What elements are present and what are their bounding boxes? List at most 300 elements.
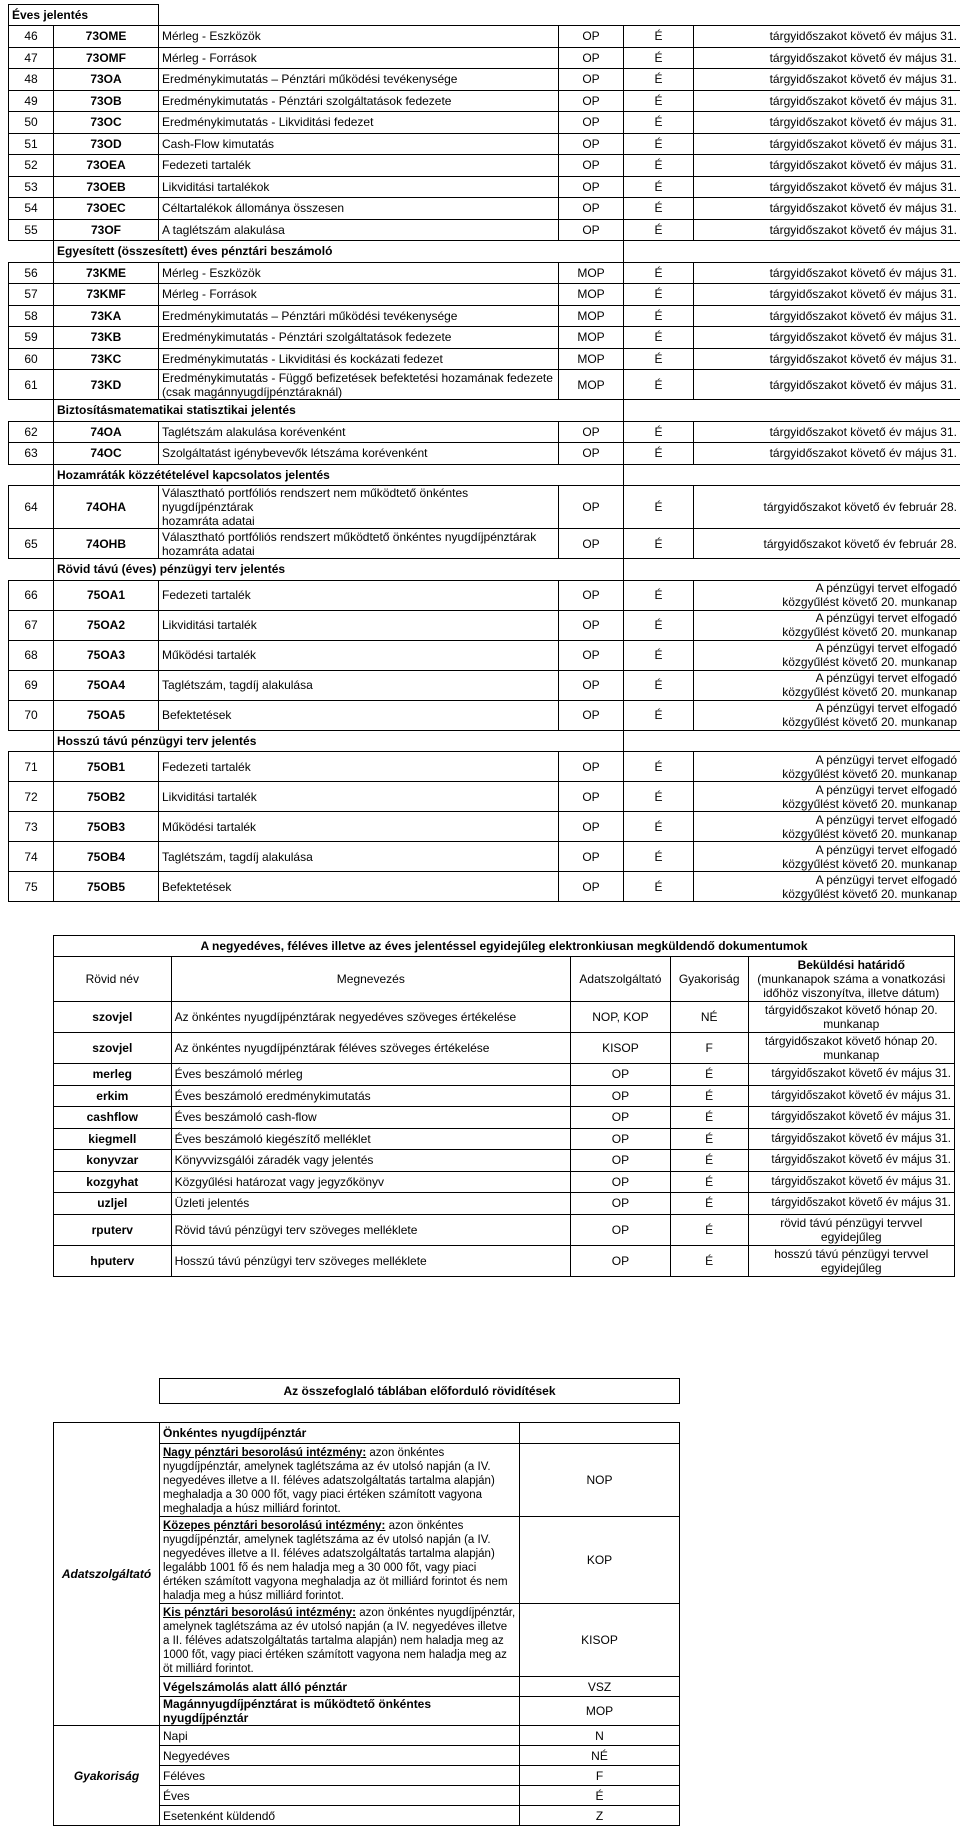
report-deadline: tárgyidőszakot követő év február 28.	[694, 486, 960, 529]
report-deadline	[694, 842, 960, 872]
report-frequency: É	[624, 443, 694, 465]
doc-deadline	[748, 1002, 954, 1033]
report-row	[9, 133, 960, 155]
report-provider: OP	[559, 782, 624, 812]
report-frequency: É	[624, 348, 694, 370]
report-frequency: É	[624, 610, 694, 640]
report-code: 75OA4	[54, 670, 159, 700]
col-deadline	[748, 957, 954, 1002]
deadline-line-1: A pénzügyi tervet elfogadó	[816, 701, 957, 715]
doc-deadline: tárgyidőszakot követő év május 31.	[748, 1107, 954, 1129]
report-frequency: É	[624, 529, 694, 559]
report-name: Céltartalékok állománya összesen	[159, 198, 559, 220]
report-code: 73OME	[54, 26, 159, 48]
report-frequency: É	[624, 155, 694, 177]
row-number: 73	[9, 812, 54, 842]
report-row	[9, 842, 960, 872]
frequency-label: Éves	[160, 1786, 520, 1806]
report-frequency: É	[624, 69, 694, 91]
report-deadline: tárgyidőszakot követő év május 31.	[694, 284, 960, 306]
row-number: 69	[9, 670, 54, 700]
abbrev-group-frequency: Gyakoriság	[54, 1726, 160, 1826]
report-code: 75OB4	[54, 842, 159, 872]
section-yield: Hozamráták közzétételével kapcsolatos jelentés	[54, 464, 624, 486]
report-provider: OP	[559, 812, 624, 842]
doc-description: Éves beszámoló eredménykimutatás	[171, 1085, 570, 1107]
row-number: 66	[9, 580, 54, 610]
section-long-term-plan: Hosszú távú pénzügyi terv jelentés	[54, 730, 624, 752]
report-code: 73KA	[54, 305, 159, 327]
report-code: 73OEA	[54, 155, 159, 177]
report-frequency: É	[624, 370, 694, 400]
report-provider: OP	[559, 219, 624, 241]
abbrev-title-row	[54, 1379, 956, 1404]
section-actuarial: Biztosításmatematikai statisztikai jelentés	[54, 400, 624, 422]
row-number: 75	[9, 872, 54, 902]
report-name-line-2: (csak magánnyugdíjpénztáraknál)	[162, 385, 342, 399]
row-number: 49	[9, 90, 54, 112]
report-name: Mérleg - Források	[159, 47, 559, 69]
doc-description: Rövid távú pénzügyi terv szöveges melléklete	[171, 1214, 570, 1245]
abbrev-head-row	[54, 1423, 956, 1444]
report-frequency: É	[624, 47, 694, 69]
doc-deadline: tárgyidőszakot követő év május 31.	[748, 1193, 954, 1215]
abbrev-large-term: Nagy pénztári besorolású intézmény:	[163, 1447, 366, 1459]
report-row	[9, 700, 960, 730]
frequency-code: NÉ	[520, 1746, 680, 1766]
report-code: 73OEC	[54, 198, 159, 220]
col-frequency: Gyakoriság	[670, 957, 748, 1002]
report-frequency: É	[624, 421, 694, 443]
report-name: Fedezeti tartalék	[159, 752, 559, 782]
report-name: Eredménykimutatás - Likviditási és kockázati fedezet	[159, 348, 559, 370]
doc-provider: NOP, KOP	[571, 1002, 671, 1033]
report-name: Eredménykimutatás – Pénztári működési tevékenysége	[159, 69, 559, 91]
abbrev-liq: Végelszámolás alatt álló pénztár	[160, 1677, 520, 1697]
documents-table	[53, 935, 955, 1277]
report-row	[9, 443, 960, 465]
row-number: 50	[9, 112, 54, 134]
row-number: 53	[9, 176, 54, 198]
col-deadline-note-2: időhöz viszonyítva, illetve dátum)	[763, 986, 939, 1000]
doc-frequency: É	[670, 1085, 748, 1107]
deadline-line-1: A pénzügyi tervet elfogadó	[816, 581, 957, 595]
report-row	[9, 305, 960, 327]
section-header-row	[9, 730, 960, 752]
col-description: Megnevezés	[171, 957, 570, 1002]
document-row	[54, 1064, 955, 1086]
report-name-line-2: hozamráta adatai	[162, 514, 255, 528]
report-provider: OP	[559, 700, 624, 730]
abbrev-small-term: Kis pénztári besorolású intézmény:	[163, 1607, 356, 1619]
deadline-line-1: A pénzügyi tervet elfogadó	[816, 873, 957, 887]
report-provider: MOP	[559, 262, 624, 284]
abbrev-small-desc	[160, 1604, 520, 1677]
report-row	[9, 176, 960, 198]
doc-provider: OP	[571, 1128, 671, 1150]
report-code: 74OHB	[54, 529, 159, 559]
report-deadline: tárgyidőszakot követő év május 31.	[694, 47, 960, 69]
col-short-name: Rövid név	[54, 957, 172, 1002]
document-row	[54, 1193, 955, 1215]
row-number: 61	[9, 370, 54, 400]
deadline-line-2: közgyűlést követő 20. munkanap	[782, 827, 957, 841]
report-name: Taglétszám, tagdíj alakulása	[159, 842, 559, 872]
document-row	[54, 1171, 955, 1193]
doc-deadline-line-1: rövid távú pénzügyi tervvel	[780, 1216, 922, 1230]
deadline-line-2: közgyűlést követő 20. munkanap	[782, 797, 957, 811]
row-number: 52	[9, 155, 54, 177]
report-deadline: tárgyidőszakot követő év május 31.	[694, 198, 960, 220]
doc-deadline: tárgyidőszakot követő év május 31.	[748, 1150, 954, 1172]
row-number: 67	[9, 610, 54, 640]
report-deadline: tárgyidőszakot követő év május 31.	[694, 327, 960, 349]
report-frequency: É	[624, 176, 694, 198]
report-deadline: tárgyidőszakot követő év május 31.	[694, 155, 960, 177]
annual-section-title: Éves jelentés	[9, 5, 159, 26]
deadline-line-2: közgyűlést követő 20. munkanap	[782, 685, 957, 699]
col-deadline-title: Beküldési határidő	[798, 958, 905, 972]
deadline-line-1: A pénzügyi tervet elfogadó	[816, 813, 957, 827]
report-deadline: tárgyidőszakot követő év május 31.	[694, 262, 960, 284]
report-provider: OP	[559, 580, 624, 610]
report-provider: OP	[559, 529, 624, 559]
report-provider: OP	[559, 26, 624, 48]
section-header-row	[9, 241, 960, 263]
report-row	[9, 580, 960, 610]
report-frequency: É	[624, 842, 694, 872]
document-row	[54, 1150, 955, 1172]
report-name: Eredménykimutatás - Pénztári szolgáltatások fedezete	[159, 327, 559, 349]
frequency-label: Negyedéves	[160, 1746, 520, 1766]
documents-title-row	[54, 936, 955, 957]
abbrev-small-row	[54, 1604, 956, 1677]
abbrev-title: Az összefoglaló táblában előforduló rövidítések	[160, 1379, 680, 1404]
annual-report-body	[9, 5, 960, 902]
doc-short-name: rputerv	[54, 1214, 172, 1245]
report-name-line-2: hozamráta adatai	[162, 544, 255, 558]
report-row	[9, 872, 960, 902]
report-code: 74OC	[54, 443, 159, 465]
doc-provider: OP	[571, 1171, 671, 1193]
report-frequency: É	[624, 580, 694, 610]
report-deadline	[694, 752, 960, 782]
report-provider: OP	[559, 670, 624, 700]
report-deadline: tárgyidőszakot követő év február 28.	[694, 529, 960, 559]
doc-deadline: tárgyidőszakot követő év május 31.	[748, 1085, 954, 1107]
documents-title: A negyedéves, féléves illetve az éves jelentéssel egyidejűleg elektronkiusan megküldendő dokumentumok	[54, 936, 955, 957]
report-frequency: É	[624, 752, 694, 782]
report-row	[9, 421, 960, 443]
section-header-row	[9, 5, 960, 26]
abbrev-frequency-body	[54, 1726, 956, 1826]
report-provider: OP	[559, 90, 624, 112]
doc-frequency: É	[670, 1214, 748, 1245]
report-name	[159, 370, 559, 400]
report-provider: OP	[559, 421, 624, 443]
report-frequency: É	[624, 486, 694, 529]
report-name-line-1: Eredménykimutatás - Függő befizetések befektetési hozamának fedezete	[162, 371, 553, 385]
report-code: 73OC	[54, 112, 159, 134]
report-code: 73OF	[54, 219, 159, 241]
deadline-line-2: közgyűlést követő 20. munkanap	[782, 887, 957, 901]
report-row	[9, 327, 960, 349]
report-provider: MOP	[559, 284, 624, 306]
report-provider: OP	[559, 443, 624, 465]
row-number: 54	[9, 198, 54, 220]
report-code: 73OA	[54, 69, 159, 91]
doc-provider: KISOP	[571, 1033, 671, 1064]
deadline-line-1: A pénzügyi tervet elfogadó	[816, 783, 957, 797]
report-provider: OP	[559, 69, 624, 91]
report-row	[9, 370, 960, 400]
doc-provider: OP	[571, 1245, 671, 1276]
report-deadline	[694, 700, 960, 730]
section-header-row	[9, 400, 960, 422]
abbrev-liq-row	[54, 1677, 956, 1697]
doc-deadline: tárgyidőszakot követő év május 31.	[748, 1128, 954, 1150]
report-row	[9, 486, 960, 529]
row-number: 65	[9, 529, 54, 559]
report-name: Mérleg - Eszközök	[159, 262, 559, 284]
report-frequency: É	[624, 112, 694, 134]
report-name: Fedezeti tartalék	[159, 580, 559, 610]
report-row	[9, 112, 960, 134]
doc-frequency: É	[670, 1128, 748, 1150]
report-code: 73OB	[54, 90, 159, 112]
deadline-line-2: közgyűlést követő 20. munkanap	[782, 655, 957, 669]
document-row	[54, 1128, 955, 1150]
abbrev-mid-desc	[160, 1517, 520, 1604]
frequency-label: Napi	[160, 1726, 520, 1746]
report-provider: OP	[559, 610, 624, 640]
doc-deadline: tárgyidőszakot követő év május 31.	[748, 1064, 954, 1086]
report-name: Befektetések	[159, 872, 559, 902]
doc-deadline-line-2: egyidejűleg	[821, 1230, 882, 1244]
report-frequency: É	[624, 670, 694, 700]
abbrev-group-provider: Adatszolgáltató	[54, 1423, 160, 1726]
report-provider: OP	[559, 842, 624, 872]
doc-deadline: tárgyidőszakot követő év május 31.	[748, 1171, 954, 1193]
report-provider: MOP	[559, 370, 624, 400]
report-deadline: tárgyidőszakot követő év május 31.	[694, 90, 960, 112]
report-code: 75OA1	[54, 580, 159, 610]
report-frequency: É	[624, 872, 694, 902]
doc-short-name: kozgyhat	[54, 1171, 172, 1193]
report-deadline: tárgyidőszakot követő év május 31.	[694, 69, 960, 91]
document-row	[54, 1085, 955, 1107]
doc-description: Könyvvizsgálói záradék vagy jelentés	[171, 1150, 570, 1172]
annual-report-table	[8, 4, 960, 902]
report-deadline: tárgyidőszakot követő év május 31.	[694, 26, 960, 48]
report-frequency: É	[624, 782, 694, 812]
doc-frequency: NÉ	[670, 1002, 748, 1033]
abbrev-large-code: NOP	[520, 1444, 680, 1517]
abbreviations-body	[54, 1379, 956, 1726]
report-frequency: É	[624, 812, 694, 842]
deadline-line-1: A pénzügyi tervet elfogadó	[816, 843, 957, 857]
report-provider: OP	[559, 155, 624, 177]
report-name: Fedezeti tartalék	[159, 155, 559, 177]
report-name: Eredménykimutatás - Pénztári szolgáltatások fedezete	[159, 90, 559, 112]
report-name: Működési tartalék	[159, 812, 559, 842]
doc-description: Az önkéntes nyugdíjpénztárak negyedéves szöveges értékelése	[171, 1002, 570, 1033]
frequency-code: F	[520, 1766, 680, 1786]
row-number: 71	[9, 752, 54, 782]
doc-provider: OP	[571, 1150, 671, 1172]
report-name-line-1: Választható portfóliós rendszert nem működtető önkéntes nyugdíjpénztárak	[162, 486, 468, 514]
abbrev-large-desc	[160, 1444, 520, 1517]
doc-short-name: konyvzar	[54, 1150, 172, 1172]
document-row	[54, 1245, 955, 1276]
report-row	[9, 219, 960, 241]
report-frequency: É	[624, 305, 694, 327]
report-name: Működési tartalék	[159, 640, 559, 670]
report-provider: OP	[559, 486, 624, 529]
report-row	[9, 47, 960, 69]
report-deadline	[694, 812, 960, 842]
doc-provider: OP	[571, 1085, 671, 1107]
report-code: 75OA5	[54, 700, 159, 730]
doc-deadline	[748, 1245, 954, 1276]
frequency-code: N	[520, 1726, 680, 1746]
doc-description: Közgyűlési határozat vagy jegyzőkönyv	[171, 1171, 570, 1193]
col-deadline-note-1: (munkanapok száma a vonatkozási	[757, 972, 945, 986]
abbrev-head: Önkéntes nyugdíjpénztár	[160, 1423, 520, 1444]
deadline-line-1: A pénzügyi tervet elfogadó	[816, 641, 957, 655]
report-row	[9, 284, 960, 306]
deadline-line-1: A pénzügyi tervet elfogadó	[816, 611, 957, 625]
frequency-label: Esetenként küldendő	[160, 1806, 520, 1826]
report-row	[9, 529, 960, 559]
report-code: 75OB5	[54, 872, 159, 902]
doc-short-name: kiegmell	[54, 1128, 172, 1150]
row-number: 48	[9, 69, 54, 91]
row-number: 74	[9, 842, 54, 872]
doc-deadline-line-2: munkanap	[823, 1017, 879, 1031]
report-name: Befektetések	[159, 700, 559, 730]
row-number: 47	[9, 47, 54, 69]
report-name-line-1: Választható portfóliós rendszert működtető önkéntes nyugdíjpénztárak	[162, 530, 536, 544]
report-row	[9, 640, 960, 670]
document-row	[54, 1002, 955, 1033]
section-header-row	[9, 559, 960, 581]
frequency-code: É	[520, 1786, 680, 1806]
report-deadline: tárgyidőszakot követő év május 31.	[694, 176, 960, 198]
report-provider: MOP	[559, 327, 624, 349]
doc-short-name: szovjel	[54, 1002, 172, 1033]
report-name: Likviditási tartalék	[159, 610, 559, 640]
report-row	[9, 752, 960, 782]
row-number: 60	[9, 348, 54, 370]
deadline-line-2: közgyűlést követő 20. munkanap	[782, 767, 957, 781]
doc-short-name: cashflow	[54, 1107, 172, 1129]
row-number: 57	[9, 284, 54, 306]
row-number: 55	[9, 219, 54, 241]
report-code: 75OB3	[54, 812, 159, 842]
deadline-line-2: közgyűlést követő 20. munkanap	[782, 595, 957, 609]
frequency-code: Z	[520, 1806, 680, 1826]
deadline-line-1: A pénzügyi tervet elfogadó	[816, 671, 957, 685]
abbrev-small-text: azon önkéntes nyugdíjpénztár, amelynek taglétszáma az év utolsó napján (a IV. negyedéves illetve a II. féléves adatszolgáltatás tartalma alapján) nem haladja meg az 1000 főt, vagy piaci értéken számított vagyona nem haladja meg az öt milliárd forintot.	[163, 1607, 515, 1675]
doc-short-name: szovjel	[54, 1033, 172, 1064]
doc-frequency: É	[670, 1107, 748, 1129]
report-name: Szolgáltatást igénybevevők létszáma korévenként	[159, 443, 559, 465]
doc-description: Éves beszámoló mérleg	[171, 1064, 570, 1086]
report-provider: MOP	[559, 305, 624, 327]
abbrev-large-text: azon önkéntes nyugdíjpénztár, amelynek taglétszáma az év utolsó napján (a IV. negyedéves illetve a II. féléves adatszolgáltatás tartalma alapján) meghaladja a 30 000 főt, vagy piaci értéken számított vagyona meghaladja a húsz milliárd forintot.	[163, 1447, 495, 1515]
report-deadline: tárgyidőszakot követő év május 31.	[694, 305, 960, 327]
doc-description: Az önkéntes nyugdíjpénztárak féléves szöveges értékelése	[171, 1033, 570, 1064]
report-frequency: É	[624, 284, 694, 306]
report-deadline	[694, 580, 960, 610]
row-number: 72	[9, 782, 54, 812]
report-deadline: tárgyidőszakot követő év május 31.	[694, 348, 960, 370]
report-name: Mérleg - Források	[159, 284, 559, 306]
report-row	[9, 262, 960, 284]
report-code: 73KB	[54, 327, 159, 349]
row-number: 58	[9, 305, 54, 327]
doc-frequency: É	[670, 1171, 748, 1193]
report-name: Eredménykimutatás - Likviditási fedezet	[159, 112, 559, 134]
report-row	[9, 610, 960, 640]
report-frequency: É	[624, 700, 694, 730]
report-code: 73KME	[54, 262, 159, 284]
row-number: 68	[9, 640, 54, 670]
doc-provider: OP	[571, 1107, 671, 1129]
documents-body	[54, 936, 955, 1277]
report-row	[9, 90, 960, 112]
abbrev-mid-row	[54, 1517, 956, 1604]
report-frequency: É	[624, 327, 694, 349]
abbrev-priv: Magánnyugdíjpénztárat is működtető önkéntes nyugdíjpénztár	[160, 1697, 520, 1726]
doc-description: Üzleti jelentés	[171, 1193, 570, 1215]
report-row	[9, 348, 960, 370]
report-deadline: tárgyidőszakot követő év május 31.	[694, 112, 960, 134]
doc-provider: OP	[571, 1214, 671, 1245]
report-code: 73OEB	[54, 176, 159, 198]
deadline-line-2: közgyűlést követő 20. munkanap	[782, 715, 957, 729]
doc-deadline-line-1: tárgyidőszakot követő hónap 20.	[765, 1034, 938, 1048]
report-provider: OP	[559, 112, 624, 134]
report-code: 73KD	[54, 370, 159, 400]
row-number: 62	[9, 421, 54, 443]
report-provider: OP	[559, 752, 624, 782]
doc-deadline-line-1: tárgyidőszakot követő hónap 20.	[765, 1003, 938, 1017]
report-name: Mérleg - Eszközök	[159, 26, 559, 48]
report-name	[159, 529, 559, 559]
abbrev-large-row	[54, 1444, 956, 1517]
report-code: 75OB1	[54, 752, 159, 782]
document-row	[54, 1214, 955, 1245]
doc-deadline	[748, 1033, 954, 1064]
doc-frequency: É	[670, 1193, 748, 1215]
report-deadline	[694, 610, 960, 640]
doc-provider: OP	[571, 1193, 671, 1215]
frequency-label: Féléves	[160, 1766, 520, 1786]
report-frequency: É	[624, 640, 694, 670]
report-frequency: É	[624, 26, 694, 48]
report-name: A taglétszám alakulása	[159, 219, 559, 241]
report-provider: MOP	[559, 348, 624, 370]
report-provider: OP	[559, 176, 624, 198]
section-consolidated: Egyesített (összesített) éves pénztári beszámoló	[54, 241, 624, 263]
abbrev-mid-term: Közepes pénztári besorolású intézmény:	[163, 1520, 385, 1532]
report-code: 74OHA	[54, 486, 159, 529]
doc-deadline-line-2: egyidejűleg	[821, 1261, 882, 1275]
doc-deadline-line-2: munkanap	[823, 1048, 879, 1062]
report-row	[9, 198, 960, 220]
